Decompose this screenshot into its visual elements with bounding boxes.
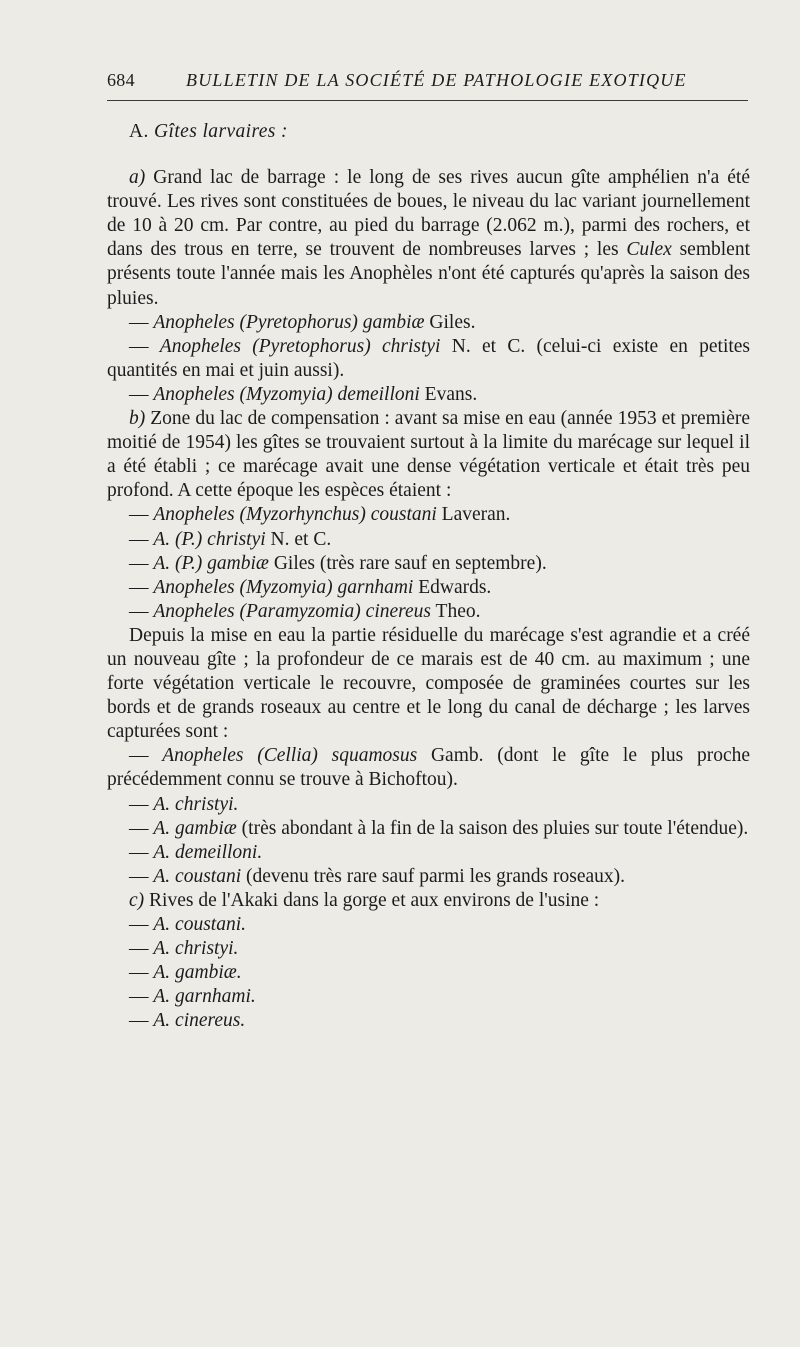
species-line (107, 552, 750, 576)
species-name: A. cinereus. (153, 1010, 246, 1032)
item-label: a) (129, 167, 146, 189)
species-name: Anopheles (Myzomyia) demeilloni (153, 383, 420, 405)
item-label: c) (129, 889, 145, 911)
dash: — (129, 552, 149, 574)
species-line (107, 1009, 750, 1033)
species-line (107, 528, 750, 552)
species-author: Theo. (435, 600, 481, 622)
paragraph-text: Zone du lac de compensation : avant sa mise en eau (année 1953 et première moitié de 1954) les gîtes se trouvaient surtout à la limite du marécage sur lequel il a été établi ; ce marécage avait une dense végétation verticale et était très peu profond. A cette époque les espèces étaient : (107, 408, 750, 502)
species-line (107, 913, 750, 937)
species-line (107, 841, 750, 865)
section-label: A. (129, 121, 149, 142)
species-author: Laveran. (441, 504, 511, 526)
paragraph-c (107, 889, 750, 913)
section-title: Gîtes larvaires : (154, 121, 288, 142)
running-header (107, 66, 748, 94)
species-line (107, 744, 750, 792)
species-line (107, 817, 750, 841)
paragraph-a (107, 166, 750, 311)
dash: — (129, 745, 149, 767)
species-line (107, 793, 750, 817)
species-line (107, 311, 750, 335)
dash: — (129, 335, 149, 357)
header-rule (107, 100, 748, 101)
dash: — (129, 962, 149, 984)
dash: — (129, 383, 149, 405)
species-name: A. coustani (153, 865, 242, 887)
dash: — (129, 986, 149, 1008)
article-body (107, 120, 750, 1033)
species-name: A. demeilloni. (153, 841, 263, 863)
species-author: Evans. (424, 383, 478, 405)
species-note: (devenu très rare sauf parmi les grands roseaux). (246, 865, 626, 887)
species-note: Giles (très rare sauf en septembre). (273, 552, 547, 574)
species-line (107, 335, 750, 383)
species-line (107, 576, 750, 600)
dash: — (129, 576, 149, 598)
dash: — (129, 1010, 149, 1032)
species-line (107, 600, 750, 624)
dash: — (129, 793, 149, 815)
dash: — (129, 311, 149, 333)
species-name: A. christyi. (153, 793, 239, 815)
paragraph-b (107, 407, 750, 503)
species-author: N. et C. (270, 528, 332, 550)
item-label: b) (129, 408, 146, 430)
paragraph-text: Grand lac de barrage : le long de ses rives aucun gîte amphélien n'a été trouvé. Les rives sont constituées de boues, le niveau du lac variant journellement de 10 à 20 cm. Par contre, au pied du barrage (2.062 m.), parmi des rochers, et dans des trous en terre, se trouvent de nombreuses larves ; les (107, 167, 750, 261)
species-name: Anopheles (Pyretophorus) christyi (159, 335, 441, 357)
paragraph-text: Depuis la mise en eau la partie résiduelle du marécage s'est agrandie et a créé un nouveau gîte ; la profondeur de ce marais est de 40 cm. au maximum ; une forte végétation verticale le recouvre, composée de graminées courtes sur les bords et de grands roseaux au centre et le long du canal de décharge ; les larves capturées sont : (107, 624, 750, 743)
species-name: Anopheles (Cellia) squamosus (162, 745, 418, 767)
species-name: Anopheles (Paramyzomia) cinereus (153, 600, 432, 622)
dash: — (129, 841, 149, 863)
species-name: A. christyi. (153, 938, 239, 960)
species-name: A. garnhami. (153, 986, 256, 1008)
species-author: Giles. (429, 311, 476, 333)
dash: — (129, 865, 149, 887)
species-note: N. et C. (celui-ci existe en petites quantités en mai et juin aussi). (107, 335, 751, 381)
paragraph-text: Rives de l'Akaki dans la gorge et aux environs de l'usine : (149, 889, 600, 911)
species-line (107, 985, 750, 1009)
page-number: 684 (107, 70, 135, 90)
species-note: Gamb. (dont le gîte le plus proche précédemment connu se trouve à Bichoftou). (107, 745, 751, 791)
dash: — (129, 938, 149, 960)
species-name: A. coustani. (153, 914, 246, 935)
species-line (107, 383, 750, 407)
genus-name: Culex (626, 239, 672, 261)
section-heading (107, 120, 750, 144)
species-name: A. (P.) christyi (153, 528, 266, 550)
species-line (107, 503, 750, 527)
dash: — (129, 504, 149, 526)
species-author: Edwards. (418, 576, 492, 598)
paragraph-text: semblent présents toute l'année mais les Anophèles n'ont été capturés qu'après la saison des pluies. (107, 239, 750, 309)
journal-title: BULLETIN DE LA SOCIÉTÉ DE PATHOLOGIE EXOTIQUE (186, 70, 687, 90)
species-name: A. (P.) gambiæ (153, 552, 269, 574)
species-name: A. gambiæ (153, 817, 237, 839)
species-note: (très abondant à la fin de la saison des pluies sur toute l'étendue). (241, 817, 749, 839)
species-name: Anopheles (Pyretophorus) gambiæ (153, 311, 425, 333)
species-line (107, 937, 750, 961)
species-line (107, 961, 750, 985)
dash: — (129, 528, 149, 550)
species-name: Anopheles (Myzorhynchus) coustani (153, 504, 437, 526)
species-name: Anopheles (Myzomyia) garnhami (153, 576, 414, 598)
paragraph-b-continued (107, 624, 750, 744)
dash: — (129, 600, 149, 622)
species-line (107, 865, 750, 889)
dash: — (129, 914, 149, 935)
species-name: A. gambiæ. (153, 962, 242, 984)
dash: — (129, 817, 149, 839)
